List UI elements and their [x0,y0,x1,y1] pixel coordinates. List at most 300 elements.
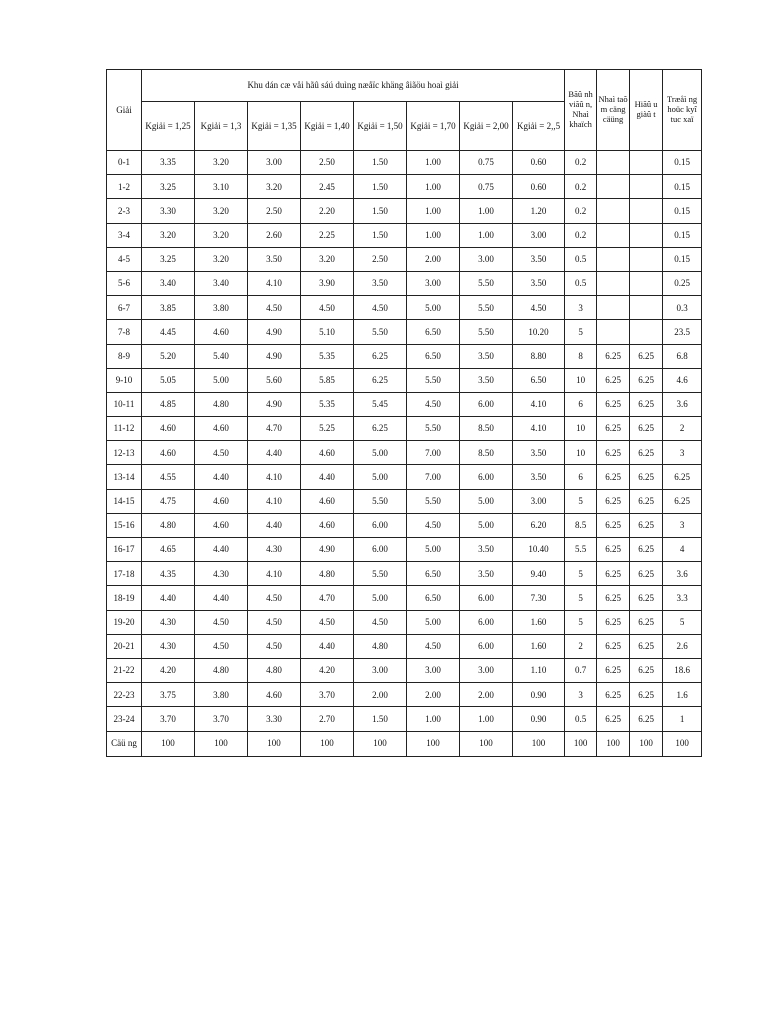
table-row [107,683,702,707]
coefficient-cell: 1.00 [407,175,460,199]
coefficient-cell: 5.00 [460,513,513,537]
coefficient-cell: 1.50 [354,151,407,175]
facility-cell: 8 [565,344,597,368]
facility-cell: 6.8 [663,344,702,368]
coefficient-cell: 3.35 [142,151,195,175]
coefficient-cell: 2.70 [301,707,354,731]
coefficient-cell: 2.00 [460,683,513,707]
coefficient-cell: 4.60 [248,683,301,707]
facility-cell: 6.25 [597,610,630,634]
row-label: 10-11 [107,392,142,416]
hour-column-header: Giải [107,70,142,151]
coefficient-cell: 4.50 [407,634,460,658]
coefficient-group-header: Khu dán cæ våi hãû sáú duìng næåïc khäng âiãöu hoaì giải [142,70,565,102]
coefficient-cell: 100 [460,731,513,756]
coefficient-cell: 3.50 [248,247,301,271]
coefficient-cell: 5.35 [301,344,354,368]
facility-cell: 6.25 [597,513,630,537]
table-row [107,320,702,344]
coefficient-cell: 4.10 [248,271,301,295]
coefficient-cell: 1.50 [354,223,407,247]
coefficient-cell: 4.55 [142,465,195,489]
facility-cell: 6.25 [597,441,630,465]
facility-cell: 0.15 [663,151,702,175]
facility-cell [630,296,663,320]
table-row [107,489,702,513]
coefficient-cell: 7.00 [407,441,460,465]
total-row [107,731,702,756]
facility-cell: 100 [565,731,597,756]
coefficient-cell: 100 [407,731,460,756]
coefficient-cell: 2.25 [301,223,354,247]
coefficient-cell: 1.00 [460,223,513,247]
coefficient-cell: 4.50 [195,441,248,465]
row-label: 7-8 [107,320,142,344]
coefficient-cell: 4.30 [195,562,248,586]
facility-cell: 5.5 [565,538,597,562]
facility-cell: 0.2 [565,223,597,247]
facility-cell: 6.25 [630,513,663,537]
coefficient-cell: 3.50 [460,538,513,562]
coefficient-cell: 4.10 [513,417,565,441]
facility-cell: 6.25 [597,417,630,441]
facility-cell [597,247,630,271]
facility-cell: 6.25 [630,586,663,610]
facility-cell: 0.5 [565,247,597,271]
coefficient-cell: 4.50 [407,513,460,537]
facility-cell: 6.25 [630,465,663,489]
coefficient-cell: 5.00 [407,538,460,562]
coefficient-cell: 3.90 [301,271,354,295]
coefficient-cell: 3.20 [195,199,248,223]
table-row [107,199,702,223]
coefficient-cell: 1.00 [407,151,460,175]
facility-cell: 100 [630,731,663,756]
facility-cell: 6.25 [630,538,663,562]
facility-cell: 6.25 [663,465,702,489]
row-label: 12-13 [107,441,142,465]
coefficient-cell: 3.00 [513,489,565,513]
coefficient-cell: 2.00 [407,247,460,271]
coefficient-cell: 4.40 [195,586,248,610]
facility-cell: 6.25 [597,538,630,562]
coefficient-cell: 100 [248,731,301,756]
facility-cell: 0.5 [565,707,597,731]
table-row [107,344,702,368]
coefficient-cell: 4.60 [195,417,248,441]
coefficient-cell: 3.50 [354,271,407,295]
coefficient-cell: 6.25 [354,417,407,441]
facility-cell: 6.25 [630,392,663,416]
coefficient-cell: 4.40 [195,538,248,562]
facility-cell: 0.15 [663,223,702,247]
coefficient-cell: 3.50 [513,271,565,295]
facility-cell: 0.7 [565,658,597,682]
coefficient-cell: 2.00 [354,683,407,707]
coefficient-cell: 5.35 [301,392,354,416]
facility-cell: 6.25 [630,368,663,392]
table-row [107,392,702,416]
coefficient-cell: 1.50 [354,175,407,199]
facility-cell: 5 [565,610,597,634]
coefficient-cell: 4.50 [195,634,248,658]
coefficient-cell: 1.50 [354,707,407,731]
coefficient-cell: 4.30 [248,538,301,562]
coefficient-cell: 5.00 [460,489,513,513]
coefficient-cell: 6.00 [460,610,513,634]
table-row [107,658,702,682]
coefficient-cell: 1.00 [407,707,460,731]
facility-cell: 6 [565,392,597,416]
coefficient-cell: 0.75 [460,151,513,175]
coefficient-cell: 5.00 [354,465,407,489]
coefficient-cell: 10.40 [513,538,565,562]
coefficient-cell: 3.50 [460,562,513,586]
facility-cell: 10 [565,441,597,465]
coefficient-cell: 5.50 [407,489,460,513]
coefficient-cell: 3.20 [301,247,354,271]
facility-cell: 10 [565,417,597,441]
facility-cell: 5 [565,586,597,610]
facility-cell: 6.25 [597,586,630,610]
table-row [107,465,702,489]
coefficient-cell: 6.50 [407,344,460,368]
facility-cell: 6.25 [597,658,630,682]
coefficient-header-6: Kgiải = 1,70 [407,102,460,151]
coefficient-cell: 5.40 [195,344,248,368]
coefficient-cell: 1.00 [460,707,513,731]
facility-cell: 6.25 [597,683,630,707]
coefficient-cell: 0.60 [513,151,565,175]
coefficient-cell: 4.35 [142,562,195,586]
facility-cell: 5 [565,320,597,344]
coefficient-cell: 4.50 [513,296,565,320]
row-label: 22-23 [107,683,142,707]
coefficient-cell: 5.00 [195,368,248,392]
hourly-distribution-table [106,69,702,757]
hospital-hotel-header: Bãû nh viãû n, Nhaì khaïch [565,70,597,151]
coefficient-cell: 4.70 [248,417,301,441]
row-label: 21-22 [107,658,142,682]
coefficient-cell: 1.00 [407,223,460,247]
coefficient-cell: 5.00 [407,296,460,320]
coefficient-cell: 4.50 [248,586,301,610]
coefficient-cell: 4.50 [248,634,301,658]
coefficient-cell: 6.50 [407,562,460,586]
coefficient-cell: 0.90 [513,707,565,731]
row-label: 20-21 [107,634,142,658]
coefficient-cell: 4.60 [301,441,354,465]
facility-cell: 2 [565,634,597,658]
facility-cell [630,320,663,344]
coefficient-cell: 5.50 [354,489,407,513]
facility-cell: 6.25 [630,441,663,465]
coefficient-cell: 3.80 [195,683,248,707]
public-bath-header: Nhaì taõ m cäng cäüng [597,70,630,151]
facility-cell [597,271,630,295]
facility-cell: 23.5 [663,320,702,344]
coefficient-cell: 4.50 [195,610,248,634]
coefficient-cell: 2.60 [248,223,301,247]
facility-cell: 0.15 [663,247,702,271]
coefficient-cell: 4.80 [195,658,248,682]
coefficient-cell: 3.30 [142,199,195,223]
coefficient-cell: 3.25 [142,175,195,199]
facility-cell: 6.25 [630,489,663,513]
coefficient-cell: 3.00 [460,658,513,682]
coefficient-cell: 6.00 [354,538,407,562]
coefficient-cell: 4.20 [142,658,195,682]
facility-cell: 0.25 [663,271,702,295]
table-row [107,271,702,295]
coefficient-cell: 1.00 [407,199,460,223]
table-row [107,707,702,731]
coefficient-cell: 3.20 [195,151,248,175]
facility-cell: 6.25 [597,465,630,489]
row-label: 15-16 [107,513,142,537]
coefficient-cell: 3.40 [142,271,195,295]
facility-cell: 2.6 [663,634,702,658]
facility-cell: 0.2 [565,175,597,199]
facility-cell: 0.2 [565,199,597,223]
coefficient-cell: 5.25 [301,417,354,441]
coefficient-cell: 5.50 [460,271,513,295]
facility-cell: 0.3 [663,296,702,320]
coefficient-cell: 9.40 [513,562,565,586]
facility-cell [630,175,663,199]
table-body [107,151,702,757]
facility-cell [597,199,630,223]
facility-cell: 6.25 [597,634,630,658]
coefficient-cell: 4.60 [142,417,195,441]
coefficient-cell: 8.50 [460,417,513,441]
row-label: 1-2 [107,175,142,199]
coefficient-cell: 4.70 [301,586,354,610]
facility-cell: 6.25 [630,562,663,586]
table-row [107,368,702,392]
coefficient-cell: 3.50 [460,368,513,392]
coefficient-cell: 4.30 [142,634,195,658]
coefficient-cell: 3.50 [513,441,565,465]
facility-cell [630,271,663,295]
row-label: 18-19 [107,586,142,610]
facility-cell: 6.25 [630,658,663,682]
coefficient-cell: 2.50 [354,247,407,271]
facility-cell: 0.2 [565,151,597,175]
facility-cell: 8.5 [565,513,597,537]
facility-cell: 2 [663,417,702,441]
coefficient-cell: 5.10 [301,320,354,344]
coefficient-cell: 4.50 [354,296,407,320]
coefficient-cell: 4.60 [301,489,354,513]
facility-cell: 6 [565,465,597,489]
facility-cell: 1.6 [663,683,702,707]
row-label: 17-18 [107,562,142,586]
facility-cell: 6.25 [630,683,663,707]
facility-cell: 4.6 [663,368,702,392]
coefficient-cell: 2.50 [301,151,354,175]
facility-cell: 0.5 [565,271,597,295]
facility-cell [630,199,663,223]
facility-cell [630,247,663,271]
row-label: 14-15 [107,489,142,513]
coefficient-cell: 5.45 [354,392,407,416]
row-label: 13-14 [107,465,142,489]
coefficient-header-3: Kgiải = 1,35 [248,102,301,151]
facility-cell: 6.25 [597,344,630,368]
row-label: 3-4 [107,223,142,247]
coefficient-cell: 4.40 [248,441,301,465]
facility-cell: 0.15 [663,199,702,223]
coefficient-cell: 5.50 [407,417,460,441]
coefficient-cell: 1.50 [354,199,407,223]
coefficient-cell: 6.50 [407,320,460,344]
facility-cell: 3.6 [663,562,702,586]
coefficient-cell: 100 [301,731,354,756]
coefficient-cell: 3.40 [195,271,248,295]
coefficient-cell: 4.40 [195,465,248,489]
coefficient-cell: 4.80 [354,634,407,658]
laundry-header: Hiãû u giàû t [630,70,663,151]
coefficient-cell: 5.60 [248,368,301,392]
coefficient-cell: 4.20 [301,658,354,682]
coefficient-cell: 6.20 [513,513,565,537]
facility-cell: 6.25 [597,562,630,586]
coefficient-cell: 4.80 [195,392,248,416]
coefficient-cell: 4.60 [301,513,354,537]
coefficient-cell: 5.50 [354,562,407,586]
coefficient-cell: 5.50 [460,296,513,320]
facility-cell: 3 [565,296,597,320]
coefficient-cell: 100 [513,731,565,756]
facility-cell: 6.25 [630,344,663,368]
coefficient-header-4: Kgiải = 1,40 [301,102,354,151]
coefficient-cell: 4.30 [142,610,195,634]
table-row [107,610,702,634]
facility-cell: 6.25 [663,489,702,513]
facility-cell: 5 [565,562,597,586]
coefficient-cell: 4.40 [142,586,195,610]
facility-cell: 6.25 [630,707,663,731]
coefficient-header-8: Kgiải = 2,,5 [513,102,565,151]
coefficient-cell: 4.60 [195,513,248,537]
coefficient-cell: 7.00 [407,465,460,489]
coefficient-cell: 4.75 [142,489,195,513]
facility-cell: 3 [565,683,597,707]
table-row [107,175,702,199]
coefficient-cell: 6.00 [354,513,407,537]
facility-cell: 10 [565,368,597,392]
coefficient-cell: 4.65 [142,538,195,562]
coefficient-cell: 5.05 [142,368,195,392]
facility-cell: 1 [663,707,702,731]
coefficient-cell: 5.50 [354,320,407,344]
row-label: 23-24 [107,707,142,731]
coefficient-header-1: Kgiải = 1,25 [142,102,195,151]
coefficient-cell: 5.50 [407,368,460,392]
row-label: 19-20 [107,610,142,634]
coefficient-cell: 4.40 [301,465,354,489]
coefficient-cell: 3.20 [142,223,195,247]
coefficient-cell: 100 [195,731,248,756]
coefficient-cell: 4.10 [248,465,301,489]
coefficient-cell: 4.60 [195,489,248,513]
facility-cell: 0.15 [663,175,702,199]
coefficient-cell: 4.40 [301,634,354,658]
table-row [107,296,702,320]
facility-cell: 100 [663,731,702,756]
table-row [107,441,702,465]
coefficient-header-2: Kgiải = 1,3 [195,102,248,151]
coefficient-cell: 4.60 [195,320,248,344]
coefficient-cell: 1.60 [513,634,565,658]
coefficient-cell: 3.80 [195,296,248,320]
coefficient-cell: 6.25 [354,368,407,392]
coefficient-cell: 5.00 [407,610,460,634]
row-label: 8-9 [107,344,142,368]
facility-cell: 5 [663,610,702,634]
coefficient-cell: 4.50 [354,610,407,634]
facility-cell: 4 [663,538,702,562]
facility-cell: 3.3 [663,586,702,610]
table-row [107,562,702,586]
coefficient-cell: 3.70 [301,683,354,707]
coefficient-cell: 4.10 [248,489,301,513]
coefficient-cell: 5.85 [301,368,354,392]
coefficient-cell: 5.00 [354,441,407,465]
coefficient-cell: 3.25 [142,247,195,271]
coefficient-cell: 6.25 [354,344,407,368]
coefficient-cell: 6.00 [460,465,513,489]
row-label: Cäü ng [107,731,142,756]
facility-cell: 6.25 [630,610,663,634]
coefficient-cell: 2.20 [301,199,354,223]
facility-cell: 6.25 [597,707,630,731]
facility-cell [597,296,630,320]
table-row [107,538,702,562]
coefficient-cell: 3.00 [354,658,407,682]
row-label: 16-17 [107,538,142,562]
coefficient-cell: 3.20 [195,223,248,247]
coefficient-cell: 3.00 [460,247,513,271]
coefficient-cell: 0.90 [513,683,565,707]
coefficient-cell: 3.85 [142,296,195,320]
coefficient-cell: 100 [354,731,407,756]
coefficient-cell: 4.90 [248,344,301,368]
coefficient-cell: 4.60 [142,441,195,465]
coefficient-cell: 2.00 [407,683,460,707]
facility-cell [597,151,630,175]
coefficient-cell: 6.50 [513,368,565,392]
coefficient-cell: 0.75 [460,175,513,199]
coefficient-cell: 4.85 [142,392,195,416]
row-label: 9-10 [107,368,142,392]
coefficient-cell: 6.00 [460,634,513,658]
coefficient-cell: 4.90 [248,320,301,344]
coefficient-cell: 3.75 [142,683,195,707]
coefficient-cell: 3.30 [248,707,301,731]
coefficient-cell: 4.10 [248,562,301,586]
coefficient-cell: 6.00 [460,586,513,610]
coefficient-cell: 6.00 [460,392,513,416]
coefficient-cell: 7.30 [513,586,565,610]
facility-cell: 5 [565,489,597,513]
coefficient-cell: 0.60 [513,175,565,199]
coefficient-cell: 8.50 [460,441,513,465]
coefficient-cell: 4.50 [301,296,354,320]
coefficient-cell: 1.60 [513,610,565,634]
coefficient-cell: 4.10 [513,392,565,416]
